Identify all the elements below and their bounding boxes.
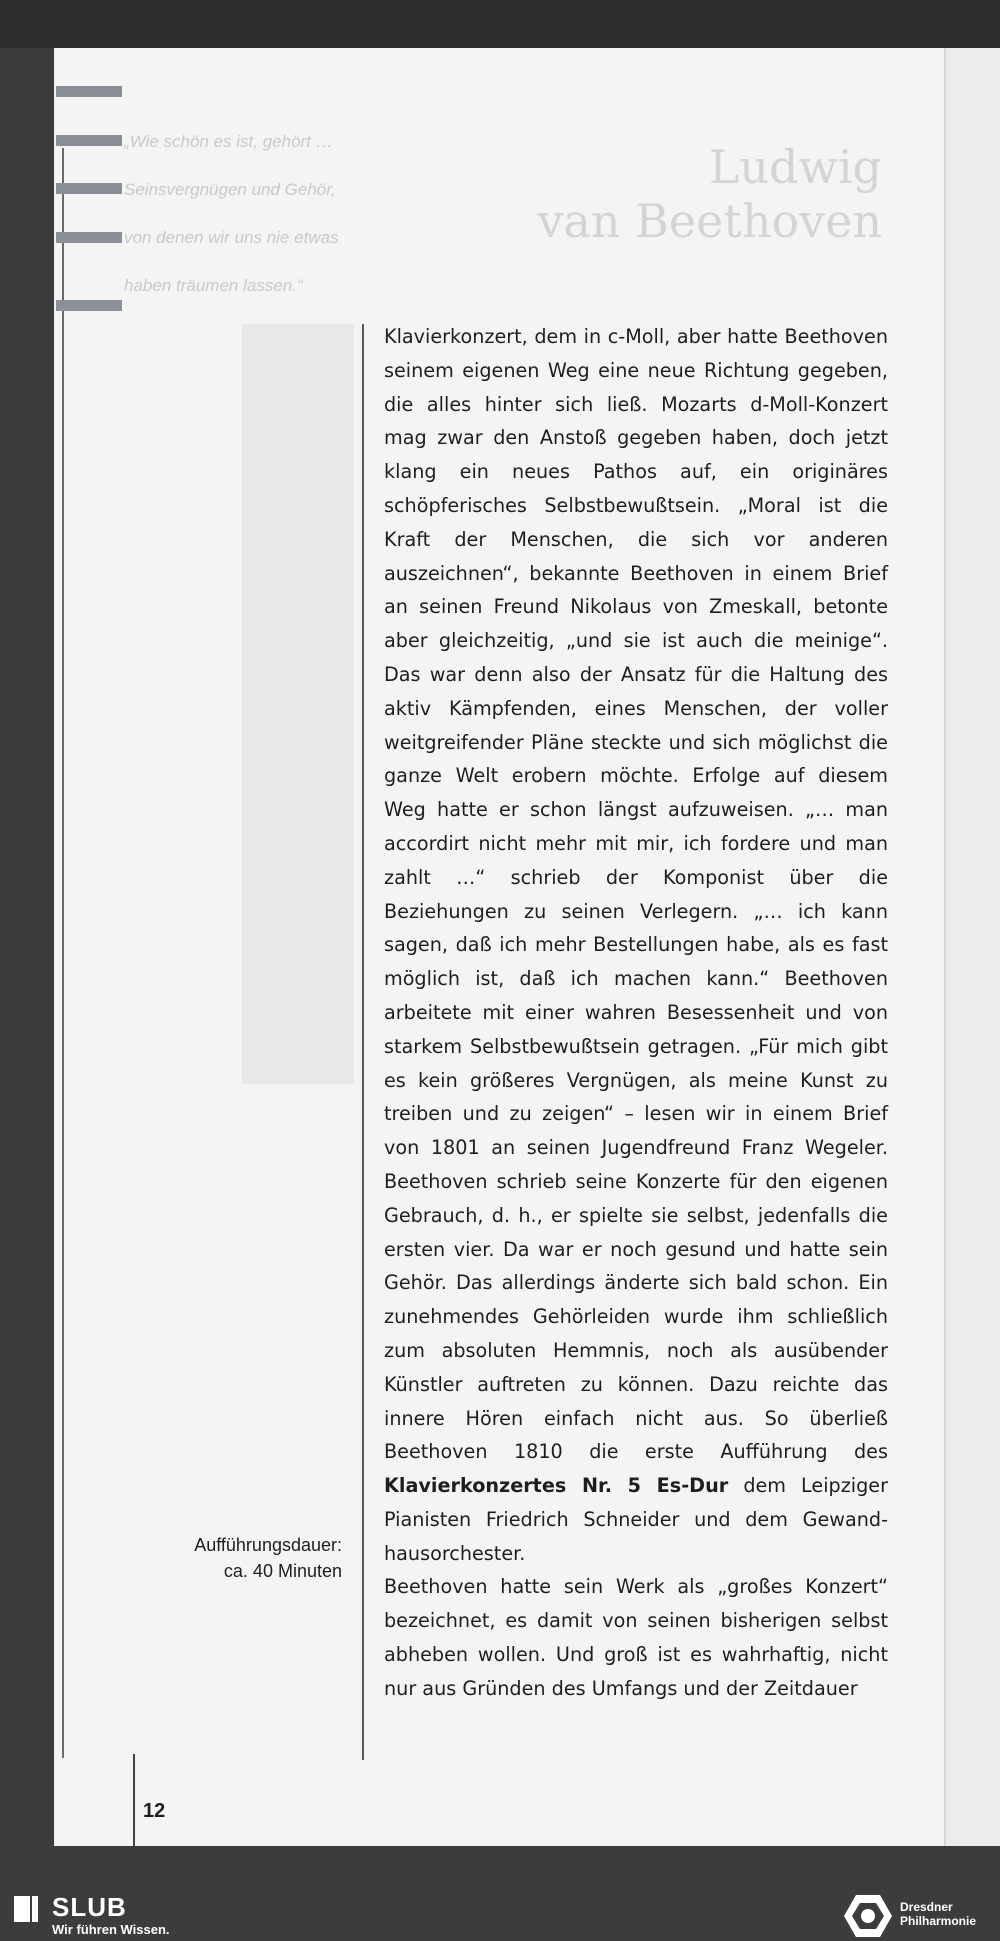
slub-logo-icon bbox=[14, 1896, 38, 1922]
library-tagline: Wir führen Wissen. bbox=[52, 1922, 170, 1937]
margin-dash bbox=[56, 135, 122, 146]
show-through-quote bbox=[124, 118, 464, 310]
article-body bbox=[384, 320, 888, 1706]
orchestra-name-line: Dresdner bbox=[900, 1900, 953, 1914]
article-paragraph bbox=[384, 320, 888, 1570]
margin-dash bbox=[56, 183, 122, 194]
program-booklet-page bbox=[54, 48, 944, 1846]
duration-label: Aufführungsdauer: bbox=[194, 1535, 342, 1555]
viewer-footer-bar bbox=[0, 1890, 1000, 1941]
ghost-heading-line: van Beethoven bbox=[537, 194, 882, 248]
philharmonie-logo-icon bbox=[842, 1893, 894, 1939]
article-text: Klavierkonzert, dem in c-Moll, aber hatte Beethoven seinem eigenen Weg eine neue Richtung gegeben, die alles hinter sich ließ. Mozarts d-Moll-Konzert mag zwar den Anstoß gegeben haben, doch jetzt klang ein neues Pathos auf, ein originäres schöpferisches Selbstbewußtsein. „Moral ist die Kraft der Menschen, die sich vor anderen auszeichnen“, bekannte Beethoven in einem Brief an seinen Freund Nikolaus von Zmeskall, betonte aber gleichzeitig, „und sie ist auch die meinige“. Das war denn also der Ansatz für die Haltung des aktiv Kämpfenden, eines Menschen, der voller weitgreifender Pläne steckte und sich möglichst die ganze Welt erobern möchte. Erfolge auf diesem Weg hatte er schon längst aufzuweisen. „… man accordirt nicht mehr mit mir, ich fordere und man zahlt …“ schrieb der Komponist über die Beziehungen zu seinen Verlegern. „… ich kann sagen, daß ich mehr Bestellungen habe, als es fast möglich ist, daß ich machen kann.“ Beethoven arbeitete mit einer wahren Besessenheit und von starkem Selbstbewußtsein getragen. „Für mich gibt es kein größeres Vergnügen, als meine Kunst zu treiben und zu zeigen“ – lesen wir in einem Brief von 1801 an seinen Jugendfreund Franz Wegeler. Beethoven schrieb seine Konzerte für den eigenen Gebrauch, d. h., er spielte sie selbst, jedenfalls die ersten vier. Da war er noch gesund und hatte sein Gehör. Das allerdings änderte sich bald schon. Ein zunehmendes Gehörleiden wurde ihm schließlich zum absoluten Hemmnis, noch als ausübender Künstler auftreten zu können. Dazu reichte das innere Hören einfach nicht aus. So überließ Beethoven 1810 die erste Aufführung des bbox=[384, 325, 888, 1464]
ghost-heading-line: Ludwig bbox=[708, 140, 882, 194]
facing-page-edge bbox=[944, 48, 1000, 1846]
margin-dash bbox=[56, 232, 122, 243]
ghost-quote-line: „Wie schön es ist, gehört … bbox=[124, 132, 333, 151]
left-margin-rule bbox=[62, 148, 64, 1758]
article-paragraph: Beethoven hatte sein Werk als „großes Konzert“ bezeichnet, es damit von seinen bisherigen selbst abheben wollen. Und groß ist es wahrhaftig, nicht nur aus Gründen des Umfangs und der Zeitdauer bbox=[384, 1575, 888, 1700]
article-text: dem Leipziger Pianisten Friedrich Schneider und dem Gewandhausorchester. bbox=[384, 1474, 889, 1565]
duration-value: ca. 40 Minuten bbox=[223, 1561, 342, 1581]
show-through-band bbox=[242, 324, 354, 1084]
ghost-quote-line: Seinsvergnügen und Gehör, bbox=[124, 180, 336, 199]
column-rule bbox=[362, 324, 364, 1760]
show-through-heading bbox=[537, 140, 882, 248]
page-number: 12 bbox=[143, 1800, 166, 1822]
orchestra-name-line: Philharmonie bbox=[900, 1914, 977, 1928]
margin-dash bbox=[56, 300, 122, 311]
ghost-quote-line: haben träumen lassen.“ bbox=[124, 276, 303, 295]
margin-dash bbox=[56, 86, 122, 97]
ghost-quote-line: von denen wir uns nie etwas bbox=[124, 228, 339, 247]
scan-top-edge bbox=[0, 0, 1000, 48]
performance-duration-note bbox=[140, 1532, 342, 1584]
library-logo-text[interactable]: SLUB bbox=[52, 1892, 127, 1922]
footer-rule bbox=[133, 1754, 135, 1846]
orchestra-logo-text[interactable] bbox=[900, 1900, 976, 1928]
work-title: Klavierkonzertes Nr. 5 Es-Dur bbox=[384, 1474, 729, 1498]
